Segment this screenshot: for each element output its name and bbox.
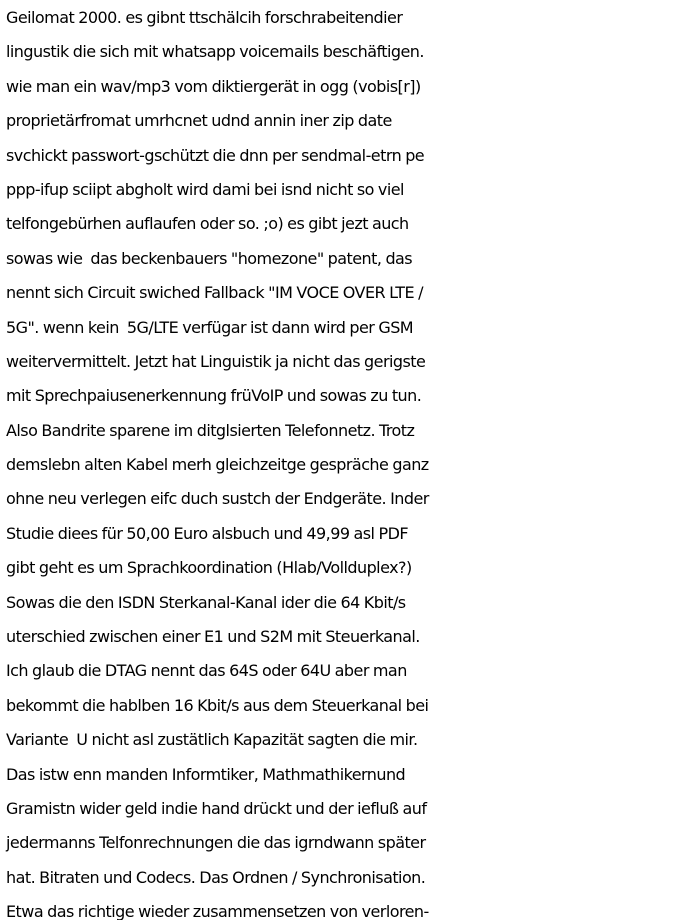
text-line: Gramistn wider geld indie hand drückt und der iefluß auf (6, 798, 427, 818)
text-line: weitervermittelt. Jetzt hat Linguistik ja nicht das gerigste (6, 351, 426, 371)
text-line: proprietärfromat umrhcnet udnd annin iner zip date (6, 111, 392, 131)
text-line: lingustik die sich mit whatsapp voicemails beschäftigen. (6, 42, 424, 62)
text-line: hat. Bitraten und Codecs. Das Ordnen / Synchronisation. (6, 867, 426, 887)
text-line: Das istw enn manden Informtiker, Mathmathikernund (6, 764, 406, 784)
text-line: Geilomat 2000. es gibnt ttschälcih forschrabeitendier (6, 8, 403, 27)
text-line: jedermanns Telfonrechnungen die das igrndwann später (6, 833, 426, 853)
text-line: Variante U nicht asl zustätlich Kapazität sagten die mir. (6, 730, 418, 750)
text-line: demslebn alten Kabel merh gleichzeitge gespräche ganz (6, 455, 429, 475)
text-line: 5G". wenn kein 5G/LTE verfügar ist dann wird per GSM (6, 317, 414, 337)
text-line: ppp-ifup sciipt abgholt wird dami bei isnd nicht so viel (6, 179, 404, 199)
text-line: gibt geht es um Sprachkoordination (Hlab/Vollduplex?) (6, 558, 412, 578)
text-line: uterschied zwischen einer E1 und S2M mit Steuerkanal. (6, 627, 420, 647)
text-line: wie man ein wav/mp3 vom diktiergerät in ogg (vobis[r]) (6, 76, 421, 96)
text-line: svchickt passwort-gschützt die dnn per sendmal-etrn pe (6, 145, 425, 165)
text-line: sowas wie das beckenbauers "homezone" patent, das (6, 248, 413, 268)
text-line: Also Bandrite sparene im ditglsierten Telefonnetz. Trotz (6, 420, 415, 440)
text-line: Ich glaub die DTAG nennt das 64S oder 64U aber man (6, 661, 407, 681)
text-line: telfongebürhen auflaufen oder so. ;o) es gibt jezt auch (6, 214, 409, 234)
text-line: mit Sprechpaiusenerkennung früVoIP und sowas zu tun. (6, 386, 422, 406)
text-line: ohne neu verlegen eifc duch sustch der Endgeräte. Inder (6, 489, 429, 509)
document-body (6, 1, 684, 920)
text-line: Sowas die den ISDN Sterkanal-Kanal ider die 64 Kbit/s (6, 592, 406, 612)
text-line: Etwa das richtige wieder zusammensetzen von verloren- (6, 902, 429, 920)
text-line: Studie diees für 50,00 Euro alsbuch und 49,99 asl PDF (6, 523, 409, 543)
text-line: nennt sich Circuit swiched Fallback "IM VOCE OVER LTE / (6, 283, 423, 303)
text-line: bekommt die hablben 16 Kbit/s aus dem Steuerkanal bei (6, 695, 429, 715)
